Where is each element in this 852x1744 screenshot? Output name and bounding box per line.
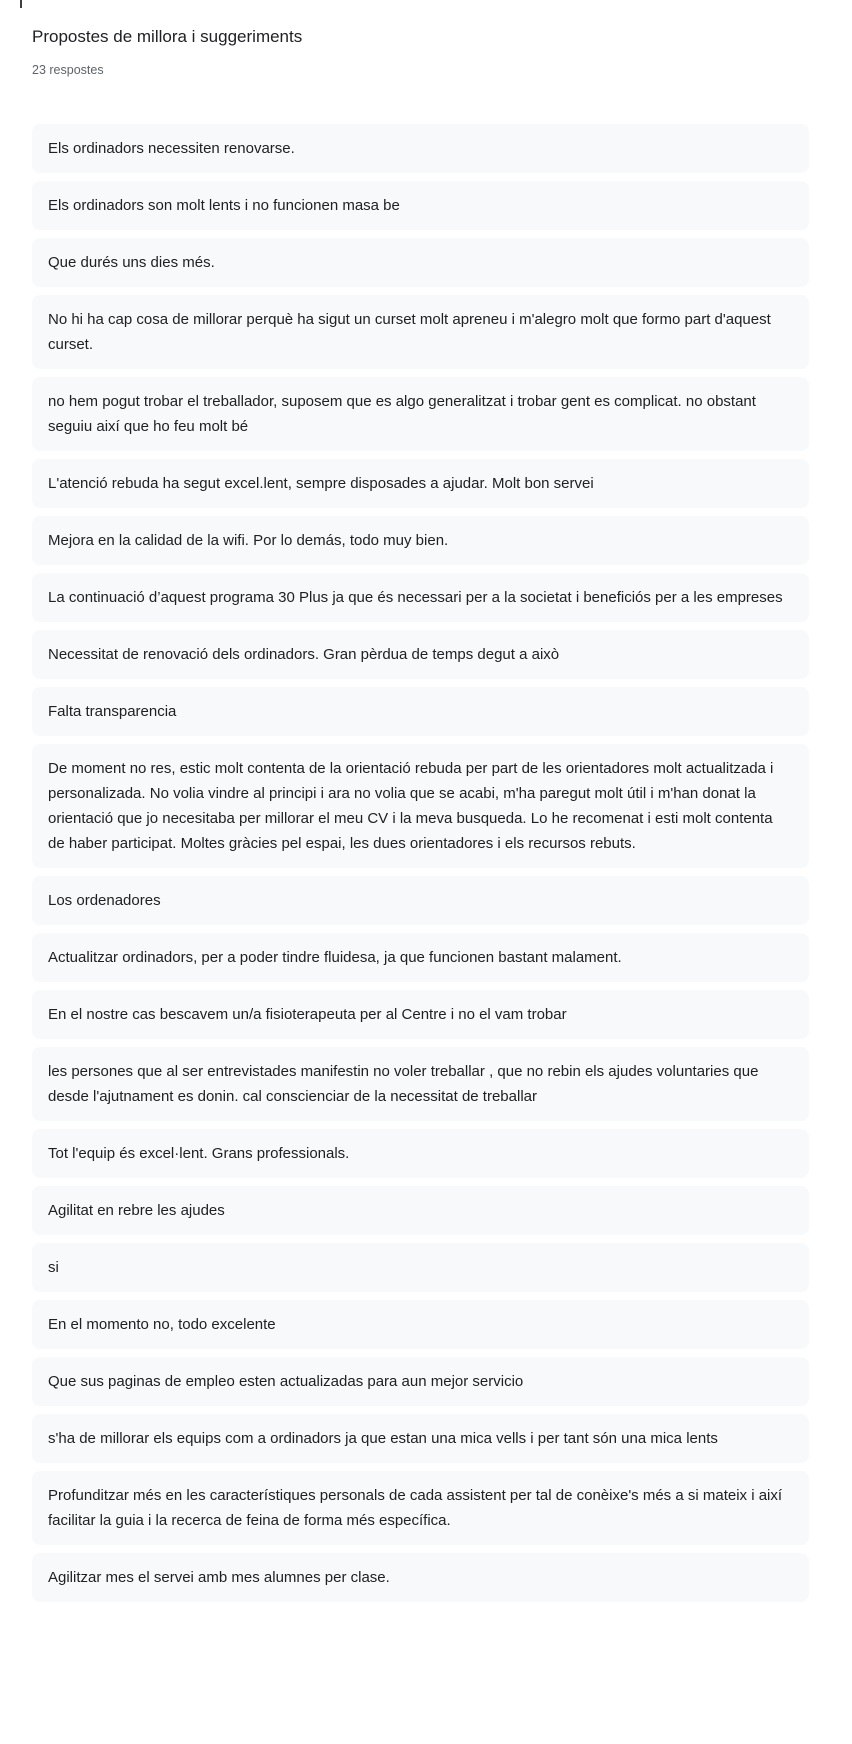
response-item: Agilitzar mes el servei amb mes alumnes per clase. bbox=[32, 1553, 809, 1602]
response-item: si bbox=[32, 1243, 809, 1292]
response-item: Profunditzar més en les característiques personals de cada assistent per tal de conèixe's més a si mateix i així facilitar la guia i la recerca de feina de forma més específica. bbox=[32, 1471, 809, 1545]
response-item: Falta transparencia bbox=[32, 687, 809, 736]
response-item: Los ordenadores bbox=[32, 876, 809, 925]
responses-list bbox=[32, 124, 809, 1602]
response-item: No hi ha cap cosa de millorar perquè ha sigut un curset molt apreneu i m'alegro molt que formo part d'aquest curset. bbox=[32, 295, 809, 369]
response-item: Els ordinadors necessiten renovarse. bbox=[32, 124, 809, 173]
response-item: Els ordinadors son molt lents i no funcionen masa be bbox=[32, 181, 809, 230]
response-item: En el momento no, todo excelente bbox=[32, 1300, 809, 1349]
response-item: De moment no res, estic molt contenta de la orientació rebuda per part de les orientadores molt actualitzada i personalizada. No volia vindre al principi i ara no volia que se acabi, m'ha paregut molt útil i m'han donat la orientació que jo necesitaba per millorar el meu CV i la meva busqueda. Lo he recomenat i esti molt contenta de haber participat. Moltes gràcies pel espai, les dues orientadores i els recursos rebuts. bbox=[32, 744, 809, 868]
response-item: Tot l'equip és excel·lent. Grans professionals. bbox=[32, 1129, 809, 1178]
response-item: les persones que al ser entrevistades manifestin no voler treballar , que no rebin els ajudes voluntaries que desde l'ajutnament es donin. cal conscienciar de la necessitat de treballar bbox=[32, 1047, 809, 1121]
response-item: Que durés uns dies més. bbox=[32, 238, 809, 287]
response-item: Agilitat en rebre les ajudes bbox=[32, 1186, 809, 1235]
response-item: L'atenció rebuda ha segut excel.lent, sempre disposades a ajudar. Molt bon servei bbox=[32, 459, 809, 508]
response-item: Necessitat de renovació dels ordinadors. Gran pèrdua de temps degut a això bbox=[32, 630, 809, 679]
response-item: La continuació d’aquest programa 30 Plus ja que és necessari per a la societat i beneficiós per a les empreses bbox=[32, 573, 809, 622]
response-count: 23 respostes bbox=[32, 63, 104, 77]
response-item: Que sus paginas de empleo esten actualizadas para aun mejor servicio bbox=[32, 1357, 809, 1406]
response-item: no hem pogut trobar el treballador, suposem que es algo generalitzat i trobar gent es complicat. no obstant seguiu així que ho feu molt bé bbox=[32, 377, 809, 451]
question-title: Propostes de millora i suggeriments bbox=[32, 27, 303, 46]
response-item: s'ha de millorar els equips com a ordinadors ja que estan una mica vells i per tant són una mica lents bbox=[32, 1414, 809, 1463]
response-item: Actualitzar ordinadors, per a poder tindre fluidesa, ja que funcionen bastant malament. bbox=[32, 933, 809, 982]
response-item: Mejora en la calidad de la wifi. Por lo demás, todo muy bien. bbox=[32, 516, 809, 565]
response-item: En el nostre cas bescavem un/a fisioterapeuta per al Centre i no el vam trobar bbox=[32, 990, 809, 1039]
top-edge-artifact bbox=[20, 0, 22, 8]
